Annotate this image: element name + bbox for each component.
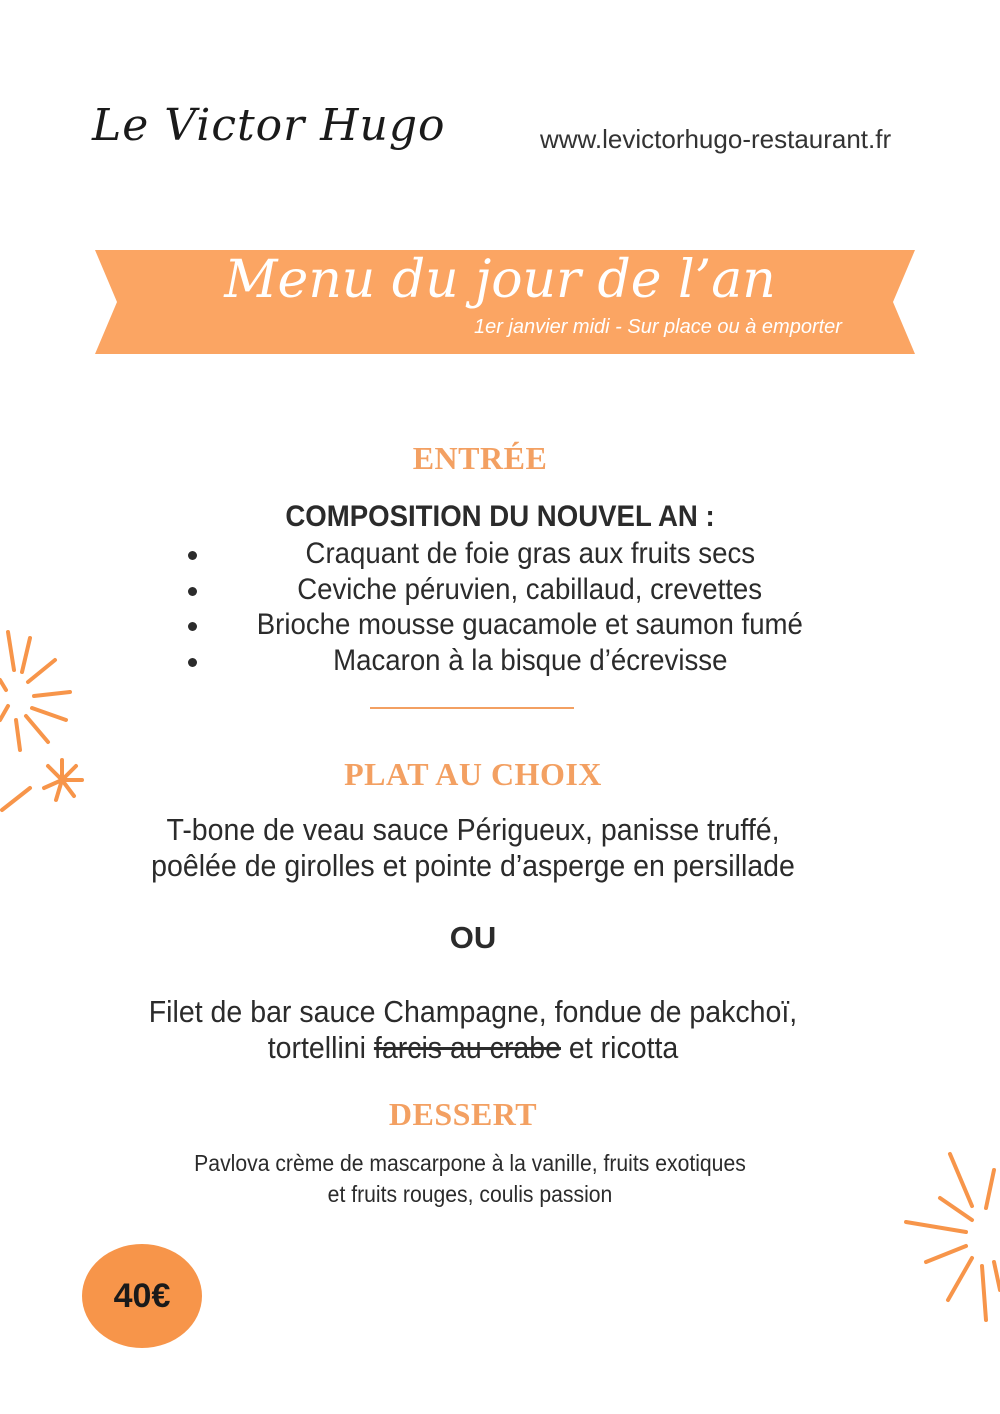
price-value: 40€ xyxy=(113,1276,171,1315)
list-item: Ceviche péruvien, cabillaud, crevettes xyxy=(180,572,880,608)
section-divider xyxy=(370,707,574,709)
entree-heading: ENTRÉE xyxy=(412,440,548,476)
firework-icon xyxy=(900,1150,1000,1330)
dessert-line-2: et fruits rouges, coulis passion xyxy=(327,1181,613,1207)
website-link[interactable]: www.levictorhugo-restaurant.fr xyxy=(540,124,892,154)
plat-heading: PLAT AU CHOIX xyxy=(344,756,602,792)
firework-icon xyxy=(0,620,100,820)
dessert-description xyxy=(0,1148,940,1210)
menu-title: Menu du jour de l’an xyxy=(224,250,776,310)
dessert-heading: DESSERT xyxy=(388,1096,538,1132)
menu-subtitle: 1er janvier midi - Sur place ou à emporter xyxy=(474,316,842,338)
or-separator: OU xyxy=(449,920,497,955)
plat-option-2-line-1: Filet de bar sauce Champagne, fondue de pakchoï, xyxy=(148,994,798,1029)
plat-option-1-line-1: T-bone de veau sauce Périgueux, panisse truffé, xyxy=(166,812,780,847)
plat-option-2 xyxy=(0,994,946,1066)
list-item: Macaron à la bisque d’écrevisse xyxy=(180,643,880,679)
restaurant-logo: Le Victor Hugo xyxy=(92,100,446,151)
dessert-line-1: Pavlova crème de mascarpone à la vanille, fruits exotiques xyxy=(194,1150,746,1176)
struck-text: farcis au crabe xyxy=(373,1030,561,1065)
composition-title: COMPOSITION DU NOUVEL AN : xyxy=(285,500,715,533)
entree-list xyxy=(180,536,880,678)
price-badge xyxy=(82,1244,202,1348)
plat-option-2-line-2: tortellini farcis au crabe et ricotta xyxy=(267,1030,679,1065)
plat-option-1-line-2: poêlée de girolles et pointe d’asperge en persillade xyxy=(151,848,795,883)
list-item: Craquant de foie gras aux fruits secs xyxy=(180,536,880,572)
plat-option-1 xyxy=(0,812,946,884)
list-item: Brioche mousse guacamole et saumon fumé xyxy=(180,607,880,643)
